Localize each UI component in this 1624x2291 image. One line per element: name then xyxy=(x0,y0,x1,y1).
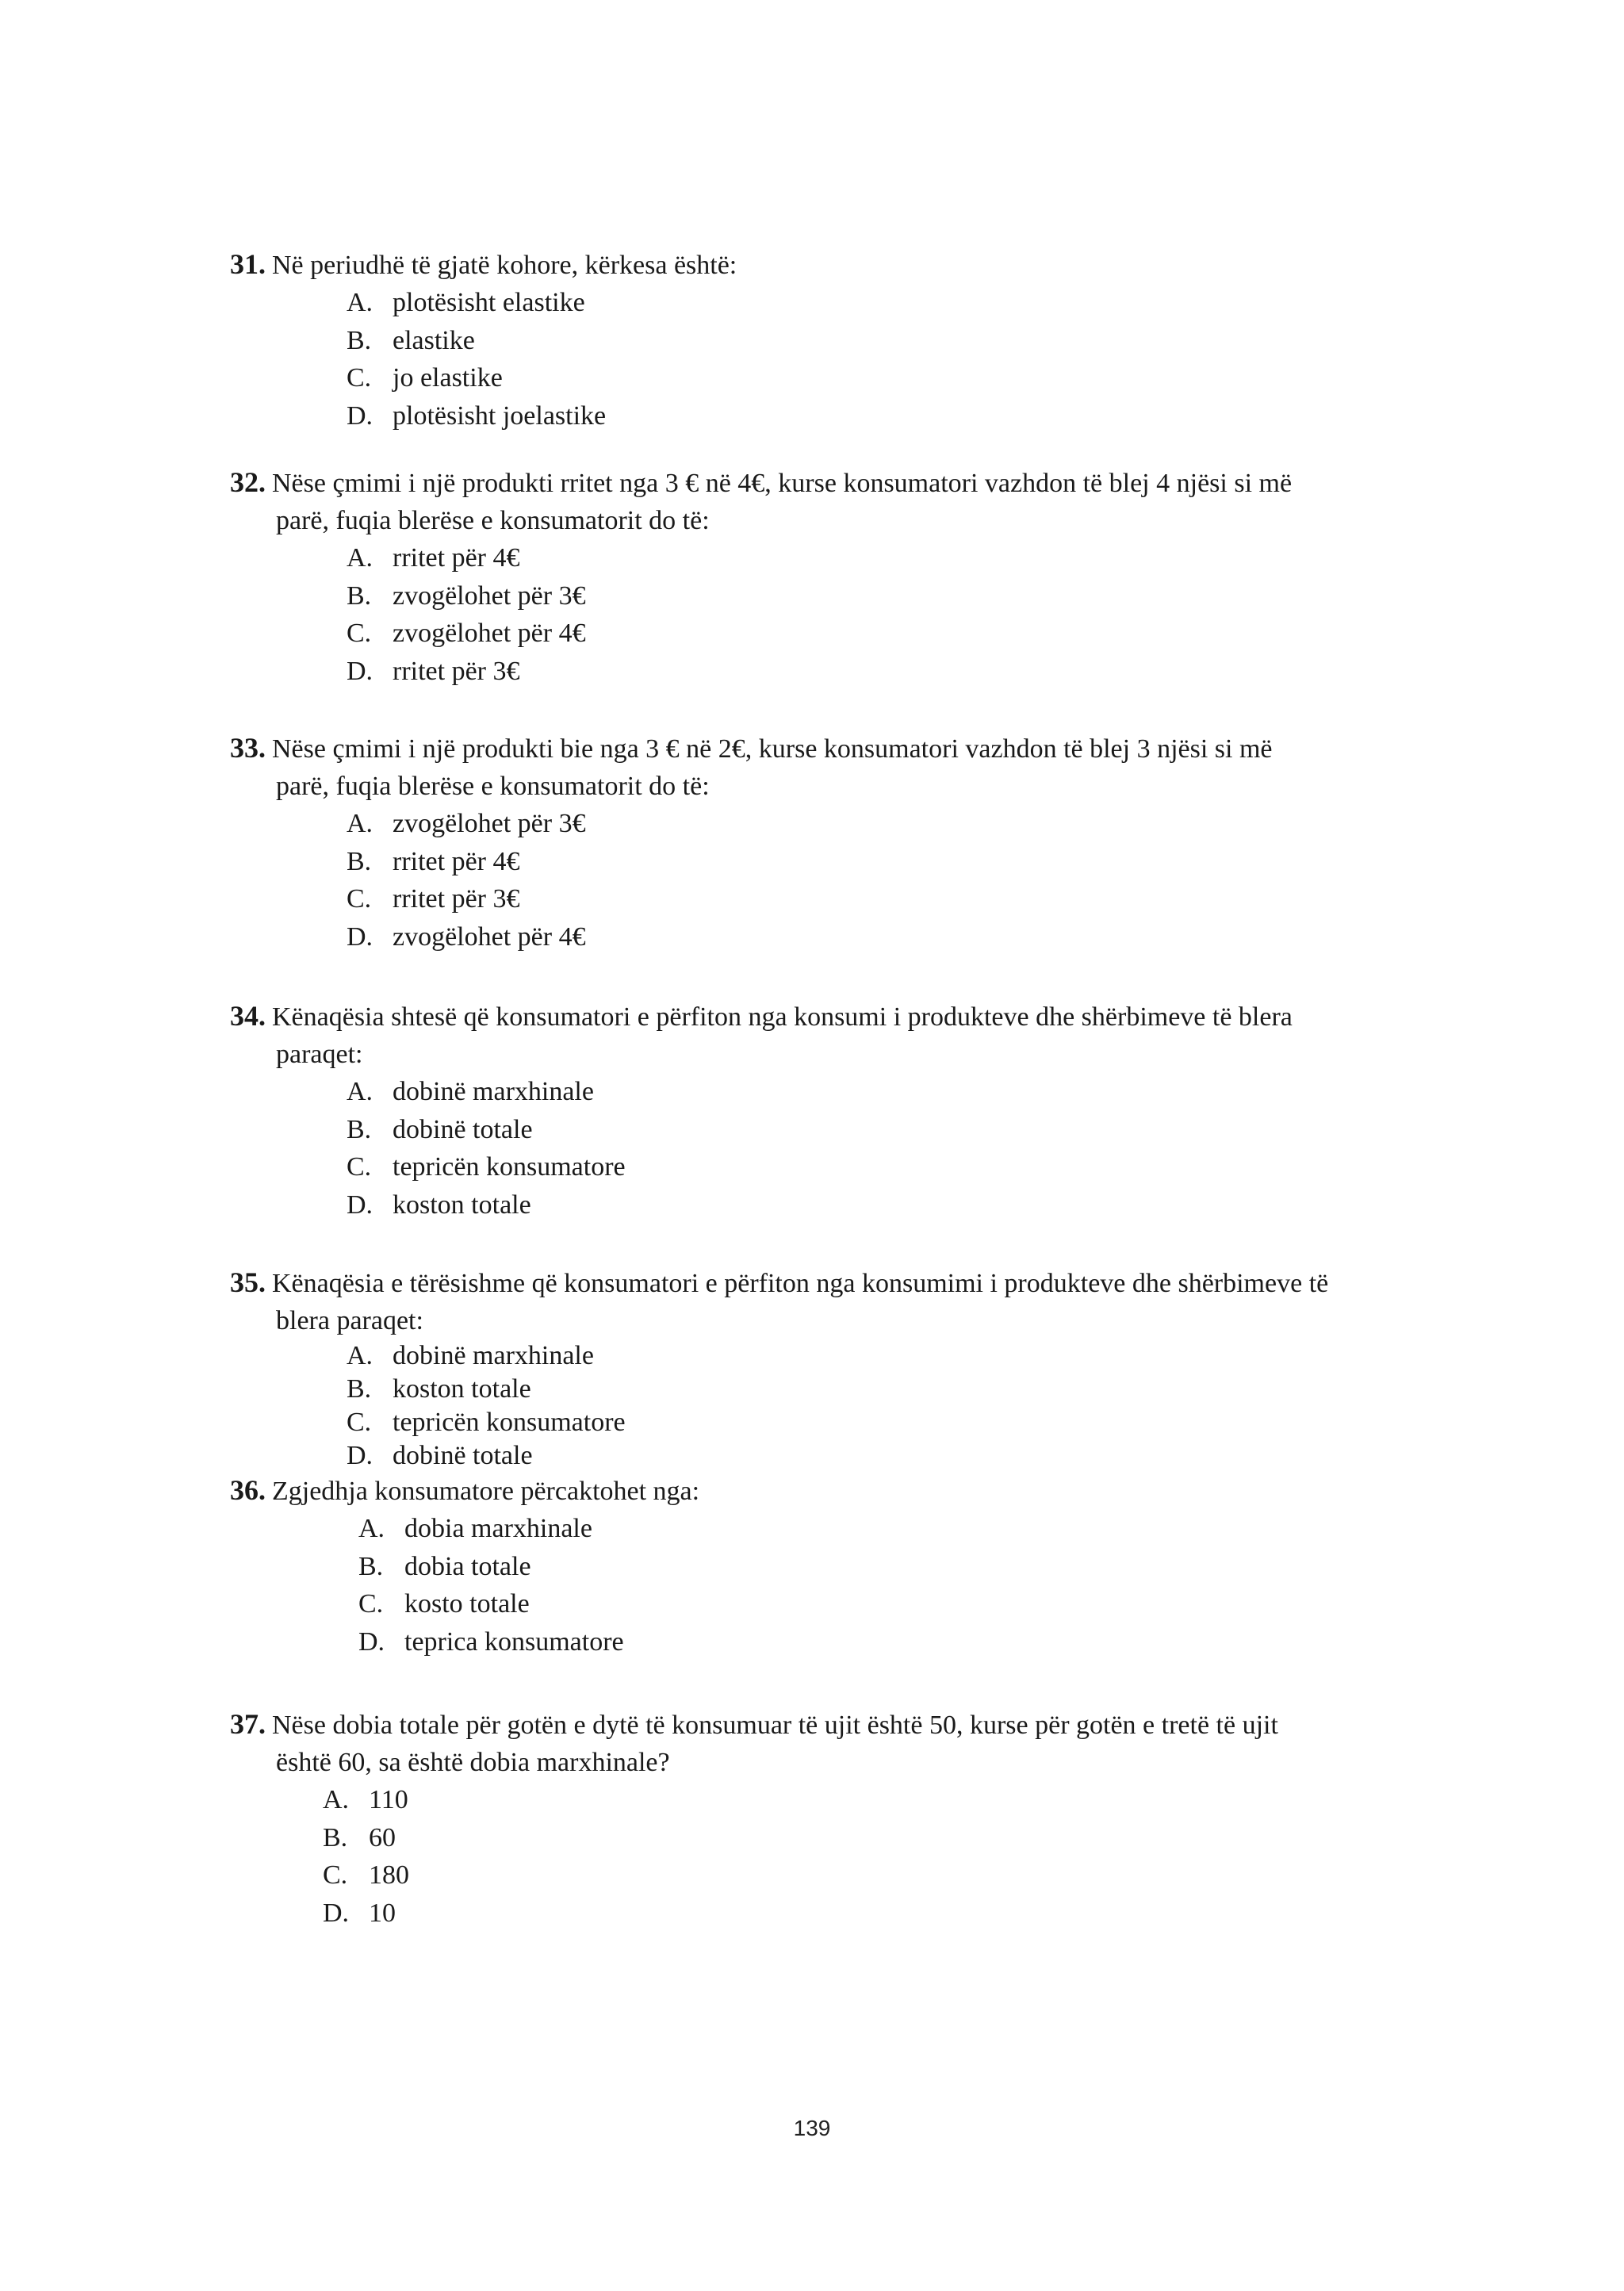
option-c: C. kosto totale xyxy=(358,1589,530,1619)
question-number: 37. xyxy=(230,1708,266,1740)
question-text: 32. Nëse çmimi i një produkti rritet nga 3 € në 4€, kurse konsumatori vazhdon të blej 4 njësi si më xyxy=(230,466,1293,498)
question-35 xyxy=(230,1264,1419,1473)
question-31 xyxy=(230,246,1419,435)
question-text: 36. Zgjedhja konsumatore përcaktohet nga: xyxy=(230,1474,700,1506)
question-text: 35. Kënaqësia e tërësishme që konsumatori e përfiton nga konsumimi i produkteve dhe shërbimeve të xyxy=(230,1266,1329,1298)
options-list xyxy=(230,539,1419,690)
option-a: A. zvogëlohet për 3€ xyxy=(347,809,586,838)
question-number: 31. xyxy=(230,248,266,280)
question-text: 31. Në periudhë të gjatë kohore, kërkesa është: xyxy=(230,248,737,280)
question-number: 33. xyxy=(230,732,266,764)
option-a: A. rritet për 4€ xyxy=(347,543,520,573)
question-34 xyxy=(230,998,1419,1224)
option-d: D. plotësisht joelastike xyxy=(347,400,607,431)
option-d: D. rritet për 3€ xyxy=(347,656,520,686)
question-text: 33. Nëse çmimi i një produkti bie nga 3 € në 2€, kurse konsumatori vazhdon të blej 3 njësi si më xyxy=(230,732,1273,764)
option-d: D. koston totale xyxy=(347,1190,531,1220)
options-list xyxy=(230,805,1419,956)
options-list xyxy=(230,1339,1419,1473)
option-c: C. tepricën konsumatore xyxy=(347,1408,626,1437)
option-d: D. 10 xyxy=(323,1898,396,1928)
question-text: 34. Kënaqësia shtesë që konsumatori e përfiton nga konsumi i produkteve dhe shërbimeve të blera xyxy=(230,1000,1293,1032)
option-a: A. dobinë marxhinale xyxy=(347,1341,594,1370)
options-list xyxy=(230,1781,1419,1932)
option-a: A. dobia marxhinale xyxy=(358,1514,592,1543)
option-b: B. elastike xyxy=(347,325,475,355)
option-d: D. zvogëlohet për 4€ xyxy=(347,921,586,952)
question-number: 32. xyxy=(230,466,266,498)
question-text-continued: parë, fuqia blerëse e konsumatorit do të: xyxy=(276,506,710,535)
option-b: B. rritet për 4€ xyxy=(347,846,520,876)
option-b: B. koston totale xyxy=(347,1374,531,1404)
option-a: A. 110 xyxy=(323,1785,408,1814)
question-text-continued: parë, fuqia blerëse e konsumatorit do të: xyxy=(276,772,710,801)
question-text-continued: blera paraqet: xyxy=(276,1306,423,1335)
option-d: D. dobinë totale xyxy=(347,1441,533,1470)
question-37 xyxy=(230,1706,1419,1932)
option-a: A. plotësisht elastike xyxy=(347,288,585,317)
option-c: C. 180 xyxy=(323,1860,409,1890)
question-36 xyxy=(230,1472,1419,1661)
options-list xyxy=(230,1073,1419,1224)
question-number: 35. xyxy=(230,1266,266,1298)
question-text-continued: është 60, sa është dobia marxhinale? xyxy=(276,1748,670,1777)
question-text-continued: paraqet: xyxy=(276,1040,363,1069)
option-b: B. dobia totale xyxy=(358,1551,531,1581)
option-b: B. dobinë totale xyxy=(347,1114,533,1144)
question-text: 37. Nëse dobia totale për gotën e dytë të konsumuar të ujit është 50, kurse për gotën e tretë të ujit xyxy=(230,1708,1278,1740)
page-number: 139 xyxy=(793,2116,831,2140)
question-number: 34. xyxy=(230,1000,266,1032)
question-33 xyxy=(230,730,1419,956)
option-d: D. teprica konsumatore xyxy=(358,1626,624,1657)
option-b: B. 60 xyxy=(323,1822,396,1852)
question-32 xyxy=(230,464,1419,690)
options-list xyxy=(230,284,1419,435)
question-number: 36. xyxy=(230,1474,266,1506)
option-c: C. jo elastike xyxy=(347,363,503,393)
option-c: C. tepricën konsumatore xyxy=(347,1152,626,1182)
option-a: A. dobinë marxhinale xyxy=(347,1077,594,1106)
option-c: C. zvogëlohet për 4€ xyxy=(347,619,586,648)
options-list xyxy=(230,1510,1419,1661)
option-c: C. rritet për 3€ xyxy=(347,884,520,914)
option-b: B. zvogëlohet për 3€ xyxy=(347,580,586,611)
